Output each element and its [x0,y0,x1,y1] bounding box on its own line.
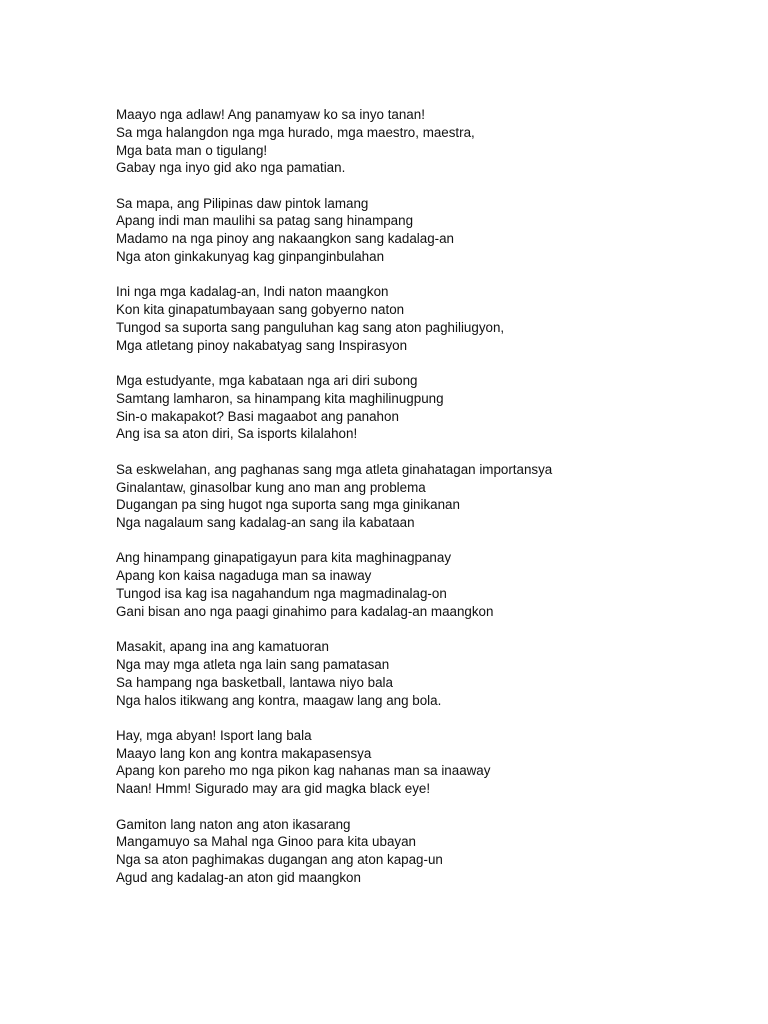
poem-line: Nga may mga atleta nga lain sang pamatasan [116,656,390,672]
poem-line: Sa mapa, ang Pilipinas daw pintok lamang [116,195,369,211]
poem-stanza-5 [116,461,736,532]
poem-line: Sa eskwelahan, ang paghanas sang mga atleta ginahatagan importansya [116,461,553,477]
poem-line: Maayo lang kon ang kontra makapasensya [116,745,372,761]
poem-line: Apang indi man maulihi sa patag sang hinampang [116,213,414,229]
poem-line: Nga nagalaum sang kadalag-an sang ila kabataan [116,515,415,531]
poem-line: Nga halos itikwang ang kontra, maagaw lang ang bola. [116,692,442,708]
poem-stanza-4 [116,372,736,443]
poem-stanza-6 [116,549,736,620]
poem-line: Ang isa sa aton diri, Sa isports kilalahon! [116,426,358,442]
poem-line: Kon kita ginapatumbayaan sang gobyerno naton [116,302,405,318]
poem-line: Madamo na nga pinoy ang nakaangkon sang kadalag-an [116,231,454,247]
poem-line: Tungod isa kag isa nagahandum nga magmadinalag-on [116,586,447,602]
poem-line: Mga bata man o tigulang! [116,142,268,158]
poem-stanza-7 [116,638,736,709]
poem-line: Ang hinampang ginapatigayun para kita maghinagpanay [116,550,452,566]
poem-line: Masakit, apang ina ang kamatuoran [116,639,329,655]
poem-line: Gabay nga inyo gid ako nga pamatian. [116,160,346,176]
poem-line: Gamiton lang naton ang aton ikasarang [116,816,351,832]
poem-line: Ini nga mga kadalag-an, Indi naton maangkon [116,284,389,300]
poem-stanza-9 [116,816,736,887]
poem-stanza-2 [116,195,736,266]
poem-body [116,106,736,904]
poem-stanza-8 [116,727,736,798]
poem-stanza-1 [116,106,736,177]
poem-line: Hay, mga abyan! Isport lang bala [116,727,312,743]
poem-line: Dugangan pa sing hugot nga suporta sang mga ginikanan [116,497,460,513]
poem-line: Maayo nga adlaw! Ang panamyaw ko sa inyo tanan! [116,107,425,122]
poem-line: Ginalantaw, ginasolbar kung ano man ang problema [116,479,426,495]
poem-line: Tungod sa suporta sang panguluhan kag sang aton paghiliugyon, [116,319,505,335]
poem-line: Apang kon kaisa nagaduga man sa inaway [116,568,372,584]
poem-line: Nga aton ginkakunyag kag ginpanginbulahan [116,249,385,265]
poem-line: Sa mga halangdon nga mga hurado, mga maestro, maestra, [116,124,475,140]
poem-line: Samtang lamharon, sa hinampang kita maghilinugpung [116,390,444,406]
poem-line: Mga estudyante, mga kabataan nga ari diri subong [116,373,418,389]
poem-line: Apang kon pareho mo nga pikon kag nahanas man sa inaaway [116,763,491,779]
poem-line: Naan! Hmm! Sigurado may ara gid magka black eye! [116,781,431,797]
poem-line: Mangamuyo sa Mahal nga Ginoo para kita ubayan [116,834,416,850]
poem-line: Mga atletang pinoy nakabatyag sang Inspirasyon [116,337,408,353]
poem-stanza-3 [116,283,736,354]
poem-line: Agud ang kadalag-an aton gid maangkon [116,869,361,885]
poem-line: Nga sa aton paghimakas dugangan ang aton kapag-un [116,852,443,868]
poem-line: Gani bisan ano nga paagi ginahimo para kadalag-an maangkon [116,603,494,619]
poem-line: Sa hampang nga basketball, lantawa niyo bala [116,674,393,690]
poem-line: Sin-o makapakot? Basi magaabot ang panahon [116,408,399,424]
